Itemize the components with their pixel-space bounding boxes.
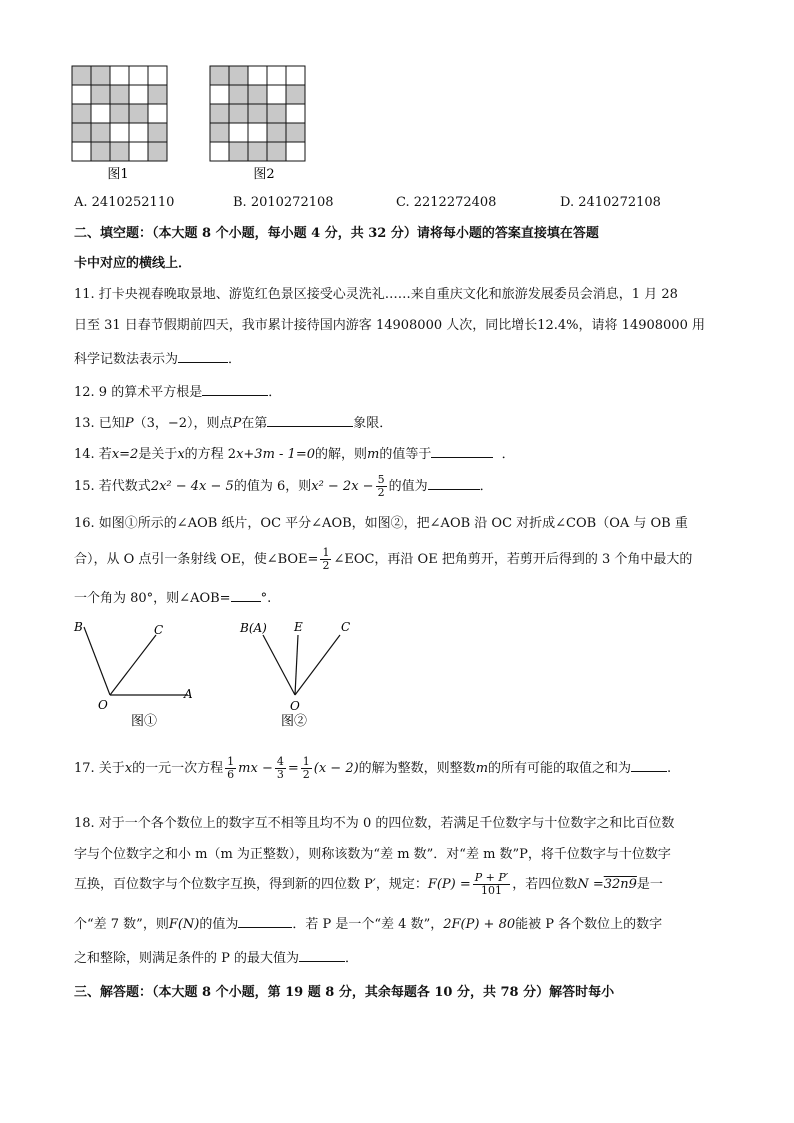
- q18-line1: 18. 对于一个各个数位上的数字互不相等且均不为 0 的四位数，若满足千位数字与十位数字之和比百位数: [74, 816, 675, 831]
- grid-cell: [210, 123, 229, 142]
- grid-cell: [110, 104, 129, 123]
- q11-line2: 日至 31 日春节假期前四天，我市累计接待国内游客 14908000 人次，同比增长12.4%，请将 14908000 用: [74, 318, 705, 333]
- angle-figure-2: [239, 620, 350, 729]
- q13-answer-blank[interactable]: [267, 412, 353, 427]
- q15-fraction: $\frac{5}{2}$: [377, 473, 385, 499]
- q16-line1: 16. 如图①所示的∠AOB 纸片，OC 平分∠AOB，如图②，把∠AOB 沿 OC 对折成∠COB（OA 与 OB 重: [74, 516, 688, 531]
- grid-cell: [91, 85, 110, 104]
- grid-cell: [148, 85, 167, 104]
- q16-line2: [74, 545, 692, 575]
- q16-answer-blank[interactable]: [231, 587, 261, 602]
- label-o2: O: [290, 699, 300, 713]
- label-c: C: [154, 623, 164, 637]
- q13-line: [74, 412, 392, 434]
- grid-cell: [129, 104, 148, 123]
- grid-figure-2: [210, 66, 305, 161]
- q14-answer-blank[interactable]: [431, 443, 493, 458]
- q17-fraction-2: $\frac{4}{3}$: [276, 755, 284, 781]
- q12-answer-blank[interactable]: [202, 381, 268, 396]
- q12-line: [74, 381, 281, 403]
- q18-F-of-P: F(P) =: [427, 877, 471, 892]
- grid-cell: [148, 142, 167, 161]
- q11-end: ．: [228, 352, 242, 367]
- q14-line: [74, 443, 515, 465]
- grid-cell: [110, 142, 129, 161]
- grid-cell: [91, 104, 110, 123]
- q16-end: °.: [260, 591, 272, 606]
- option-c: C. 2212272408: [396, 195, 497, 210]
- grid-cell: [210, 142, 229, 161]
- grid-cell: [267, 66, 286, 85]
- grid-cell: [248, 104, 267, 123]
- grid-cell: [267, 142, 286, 161]
- q13-post: 在第: [241, 416, 268, 431]
- grid-cell: [129, 66, 148, 85]
- q13-mid: ，则点: [193, 416, 233, 431]
- q18-answer-blank-2[interactable]: [299, 947, 345, 962]
- grid-cell: [110, 85, 129, 104]
- q17-mid2: mx −: [238, 761, 273, 776]
- grid-cell: [286, 123, 305, 142]
- q16-line2b: ∠EOC，再沿 OE 把角剪开，若剪开后得到的 3 个角中最大的: [333, 552, 693, 567]
- q13-pre: 13. 已知: [74, 416, 125, 431]
- q17-m: m: [475, 761, 489, 776]
- grid-cell: [129, 85, 148, 104]
- option-d: D. 2410272108: [560, 195, 661, 210]
- q18-line5: [74, 947, 358, 969]
- q13-point: P: [124, 416, 134, 431]
- q14-mid3: 的解，则: [315, 447, 368, 462]
- q14-post: 的值等于: [379, 447, 432, 462]
- q18-line4b: 的值为: [199, 917, 239, 932]
- q14-cond: x=2: [111, 447, 139, 462]
- label-o1: O: [98, 698, 108, 712]
- q18-end: ．: [345, 951, 359, 966]
- q18-line3c: 是一: [636, 877, 663, 892]
- q11-line1: 11. 打卡央视春晚取景地、游览红色景区接受心灵洗礼……来自重庆文化和旅游发展委员会消息，1 月 28: [74, 287, 678, 302]
- grid-cell: [72, 104, 91, 123]
- label-b: B: [74, 620, 83, 634]
- grid-cell: [110, 123, 129, 142]
- option-b: B. 2010272108: [233, 195, 334, 210]
- angle-figure-1: [73, 620, 193, 729]
- grid-cell: [267, 104, 286, 123]
- q18-line2: 字与个位数字之和小 m（m 为正整数），则称该数为“差 m 数”．对“差 m 数”P，将千位数字与十位数字: [74, 847, 671, 862]
- grid-cell: [286, 85, 305, 104]
- grid-cell: [148, 104, 167, 123]
- q18-N: N =: [577, 877, 604, 892]
- grid-cell: [229, 66, 248, 85]
- q13-coords: （3，−2）: [133, 416, 194, 431]
- angle-figures: [70, 615, 370, 733]
- q15-pre: 15. 若代数式: [74, 479, 151, 494]
- grid-cell: [267, 123, 286, 142]
- grid-cell: [248, 123, 267, 142]
- grid-cell: [286, 142, 305, 161]
- q12-end: ．: [268, 385, 282, 400]
- grid-figure-1: [72, 66, 167, 161]
- label-e: E: [294, 620, 303, 634]
- grid-cell: [72, 142, 91, 161]
- q17-mid5: 的解为整数，则整数: [358, 761, 476, 776]
- q18-line4d: 能被 P 各个数位上的数字: [515, 917, 663, 932]
- q14-pre: 14. 若: [74, 447, 112, 462]
- section3-heading: 三、解答题：（本大题 8 个小题，第 19 题 8 分，其余每题各 10 分，共 78 分）解答时每小: [74, 985, 615, 1000]
- section2-heading-1: 二、填空题：（本大题 8 个小题，每小题 4 分，共 32 分）请将每小题的答案直接填在答题: [74, 226, 599, 241]
- grid-cell: [229, 142, 248, 161]
- q16-line2a: 合），从 O 点引一条射线 OE，使∠BOE=: [74, 552, 319, 567]
- q18-line3: [74, 868, 663, 902]
- section2-heading-2: 卡中对应的横线上．: [74, 256, 192, 271]
- grid-cell: [110, 66, 129, 85]
- q18-F-of-N: F(N): [168, 917, 200, 932]
- grid-cell: [248, 85, 267, 104]
- q18-line4c: ．若 P 是一个“差 4 数”，: [292, 917, 444, 932]
- grid-cell: [248, 142, 267, 161]
- option-a: A. 2410252110: [74, 195, 175, 210]
- grid-cell: [129, 123, 148, 142]
- grid-cell: [286, 104, 305, 123]
- grid-cell: [267, 85, 286, 104]
- q16-fraction: $\frac{1}{2}$: [322, 546, 330, 572]
- q14-equation: x+3m - 1=0: [236, 447, 315, 462]
- q18-N-value: 32n9: [603, 877, 637, 892]
- q17-post: 的所有可能的取值之和为: [488, 761, 632, 776]
- label-b-a: B(A): [240, 621, 267, 635]
- q15-mid: 的值为 6，则: [233, 479, 312, 494]
- q14-mid1: 是关于: [138, 447, 178, 462]
- grid-cell: [248, 66, 267, 85]
- q13-point2: P: [232, 416, 242, 431]
- grid-cell: [72, 85, 91, 104]
- q18-line4: [74, 913, 662, 935]
- q15-post: 的值为: [388, 479, 428, 494]
- q17-end: .: [667, 761, 672, 776]
- grid-cell: [286, 66, 305, 85]
- grid-cell: [229, 85, 248, 104]
- q17-fraction-1: $\frac{1}{6}$: [227, 755, 235, 781]
- q14-end: ．: [501, 447, 515, 462]
- grid1-caption: 图1: [107, 167, 129, 182]
- grid-cell: [129, 142, 148, 161]
- q11-answer-blank[interactable]: [178, 348, 228, 363]
- q18-line3a: 互换，百位数字与个位数字互换，得到新的四位数 P′，规定：: [74, 877, 428, 892]
- grid-cell: [72, 66, 91, 85]
- q15-line: [74, 472, 493, 502]
- q18-line3b: ，若四位数: [512, 877, 578, 892]
- grid-cell: [229, 123, 248, 142]
- q15-expr1: 2x² − 4x − 5: [150, 479, 234, 494]
- q16-line3: [74, 587, 271, 609]
- q17-pre: 17. 关于: [74, 761, 125, 776]
- q14-mid2: 的方程 2: [184, 447, 237, 462]
- grid-figures: [70, 62, 320, 182]
- angle1-caption: 图①: [130, 714, 158, 729]
- q15-answer-blank[interactable]: [428, 475, 480, 490]
- grid-cell: [91, 66, 110, 85]
- grid-cell: [148, 66, 167, 85]
- q15-expr2: x² − 2x −: [311, 479, 374, 494]
- q18-line5-text: 之和整除，则满足条件的 P 的最大值为: [74, 951, 300, 966]
- q11-line3: [74, 348, 241, 370]
- q17-answer-blank[interactable]: [631, 757, 667, 772]
- label-c2: C: [341, 620, 351, 634]
- q18-answer-blank-1[interactable]: [238, 913, 292, 928]
- q17-mid3: =: [287, 761, 299, 776]
- q15-end: ．: [479, 479, 493, 494]
- grid2-caption: 图2: [253, 167, 275, 182]
- angle2-caption: 图②: [280, 714, 308, 729]
- grid-cell: [229, 104, 248, 123]
- q17-fraction-3: $\frac{1}{2}$: [302, 755, 310, 781]
- q18-line4a: 个“差 7 数”，则: [74, 917, 169, 932]
- grid-cell: [210, 85, 229, 104]
- q17-mid1: 的一元一次方程: [132, 761, 224, 776]
- q17-var: x: [124, 761, 133, 776]
- grid-cell: [148, 123, 167, 142]
- label-a: A: [184, 687, 193, 701]
- q17-line: [74, 753, 671, 785]
- q17-mid4: (x − 2): [313, 761, 359, 776]
- grid-cell: [210, 66, 229, 85]
- grid-cell: [210, 104, 229, 123]
- q18-expression: 2F(P) + 80: [443, 917, 516, 932]
- q18-fraction: $\frac{P + P'}{101}$: [474, 871, 509, 897]
- grid-cell: [91, 142, 110, 161]
- q14-m: m: [367, 447, 380, 462]
- q11-text: 科学记数法表示为: [74, 352, 179, 367]
- q13-end: 象限．: [353, 416, 393, 431]
- q16-line3-text: 一个角为 80°，则∠AOB=: [74, 591, 231, 606]
- grid-cell: [72, 123, 91, 142]
- q12-text: 12. 9 的算术平方根是: [74, 385, 203, 400]
- q14-var: x: [177, 447, 185, 462]
- grid-cell: [91, 123, 110, 142]
